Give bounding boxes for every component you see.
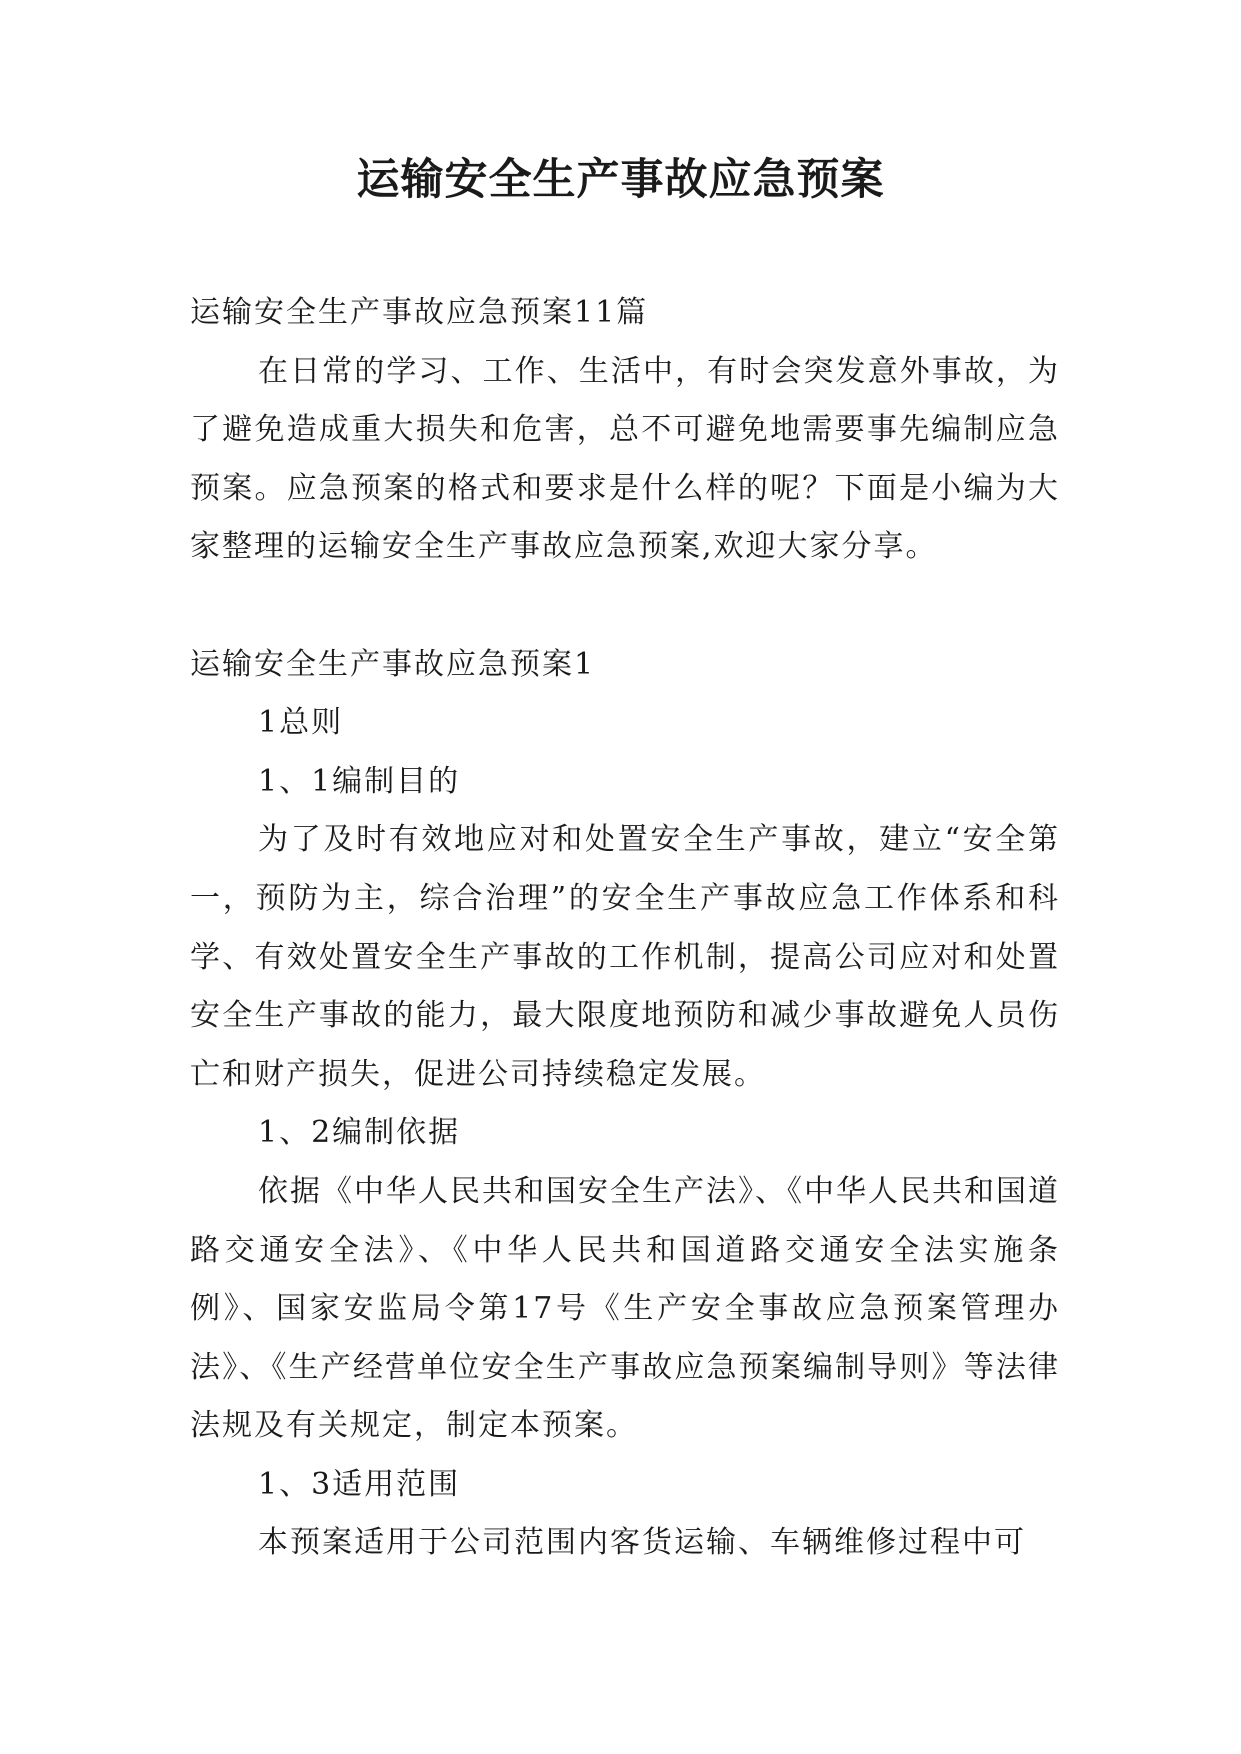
chapter-heading: 1总则 <box>258 705 344 741</box>
document-title: 运输安全生产事故应急预案 <box>356 155 885 205</box>
subsection-heading: 1、1编制目的 <box>258 763 461 799</box>
intro-paragraph: 在日常的学习、工作、生活中，有时会突发意外事故，为了避免造成重大损失和危害，总不可避免地需要事先编制应急预案。应急预案的格式和要求是什么样的呢？下面是小编为大家整理的运输安全生产事故应急预案,欢迎大家分享。 <box>190 353 1060 565</box>
body-paragraph: 依据《中华人民共和国安全生产法》、《中华人民共和国道路交通安全法》、《中华人民共和国道路交通安全法实施条例》、国家安监局令第17号《生产安全事故应急预案管理办法》、《生产经营单位安全生产事故应急预案编制导则》等法律法规及有关规定，制定本预案。 <box>190 1173 1060 1444</box>
section-heading: 运输安全生产事故应急预案1 <box>190 646 596 682</box>
document-body <box>190 284 1060 1573</box>
body-paragraph: 本预案适用于公司范围内客货运输、车辆维修过程中可 <box>258 1525 1026 1561</box>
body-paragraph: 为了及时有效地应对和处置安全生产事故，建立“安全第一，预防为主，综合治理”的安全生产事故应急工作体系和科学、有效处置安全生产事故的工作机制，提高公司应对和处置安全生产事故的能力，最大限度地预防和减少事故避免人员伤亡和财产损失，促进公司持续稳定发展。 <box>190 822 1060 1092</box>
subsection-heading: 1、2编制依据 <box>258 1115 461 1151</box>
subsection-heading: 1、3适用范围 <box>258 1466 461 1502</box>
subtitle-line: 运输安全生产事故应急预案11篇 <box>190 295 649 330</box>
